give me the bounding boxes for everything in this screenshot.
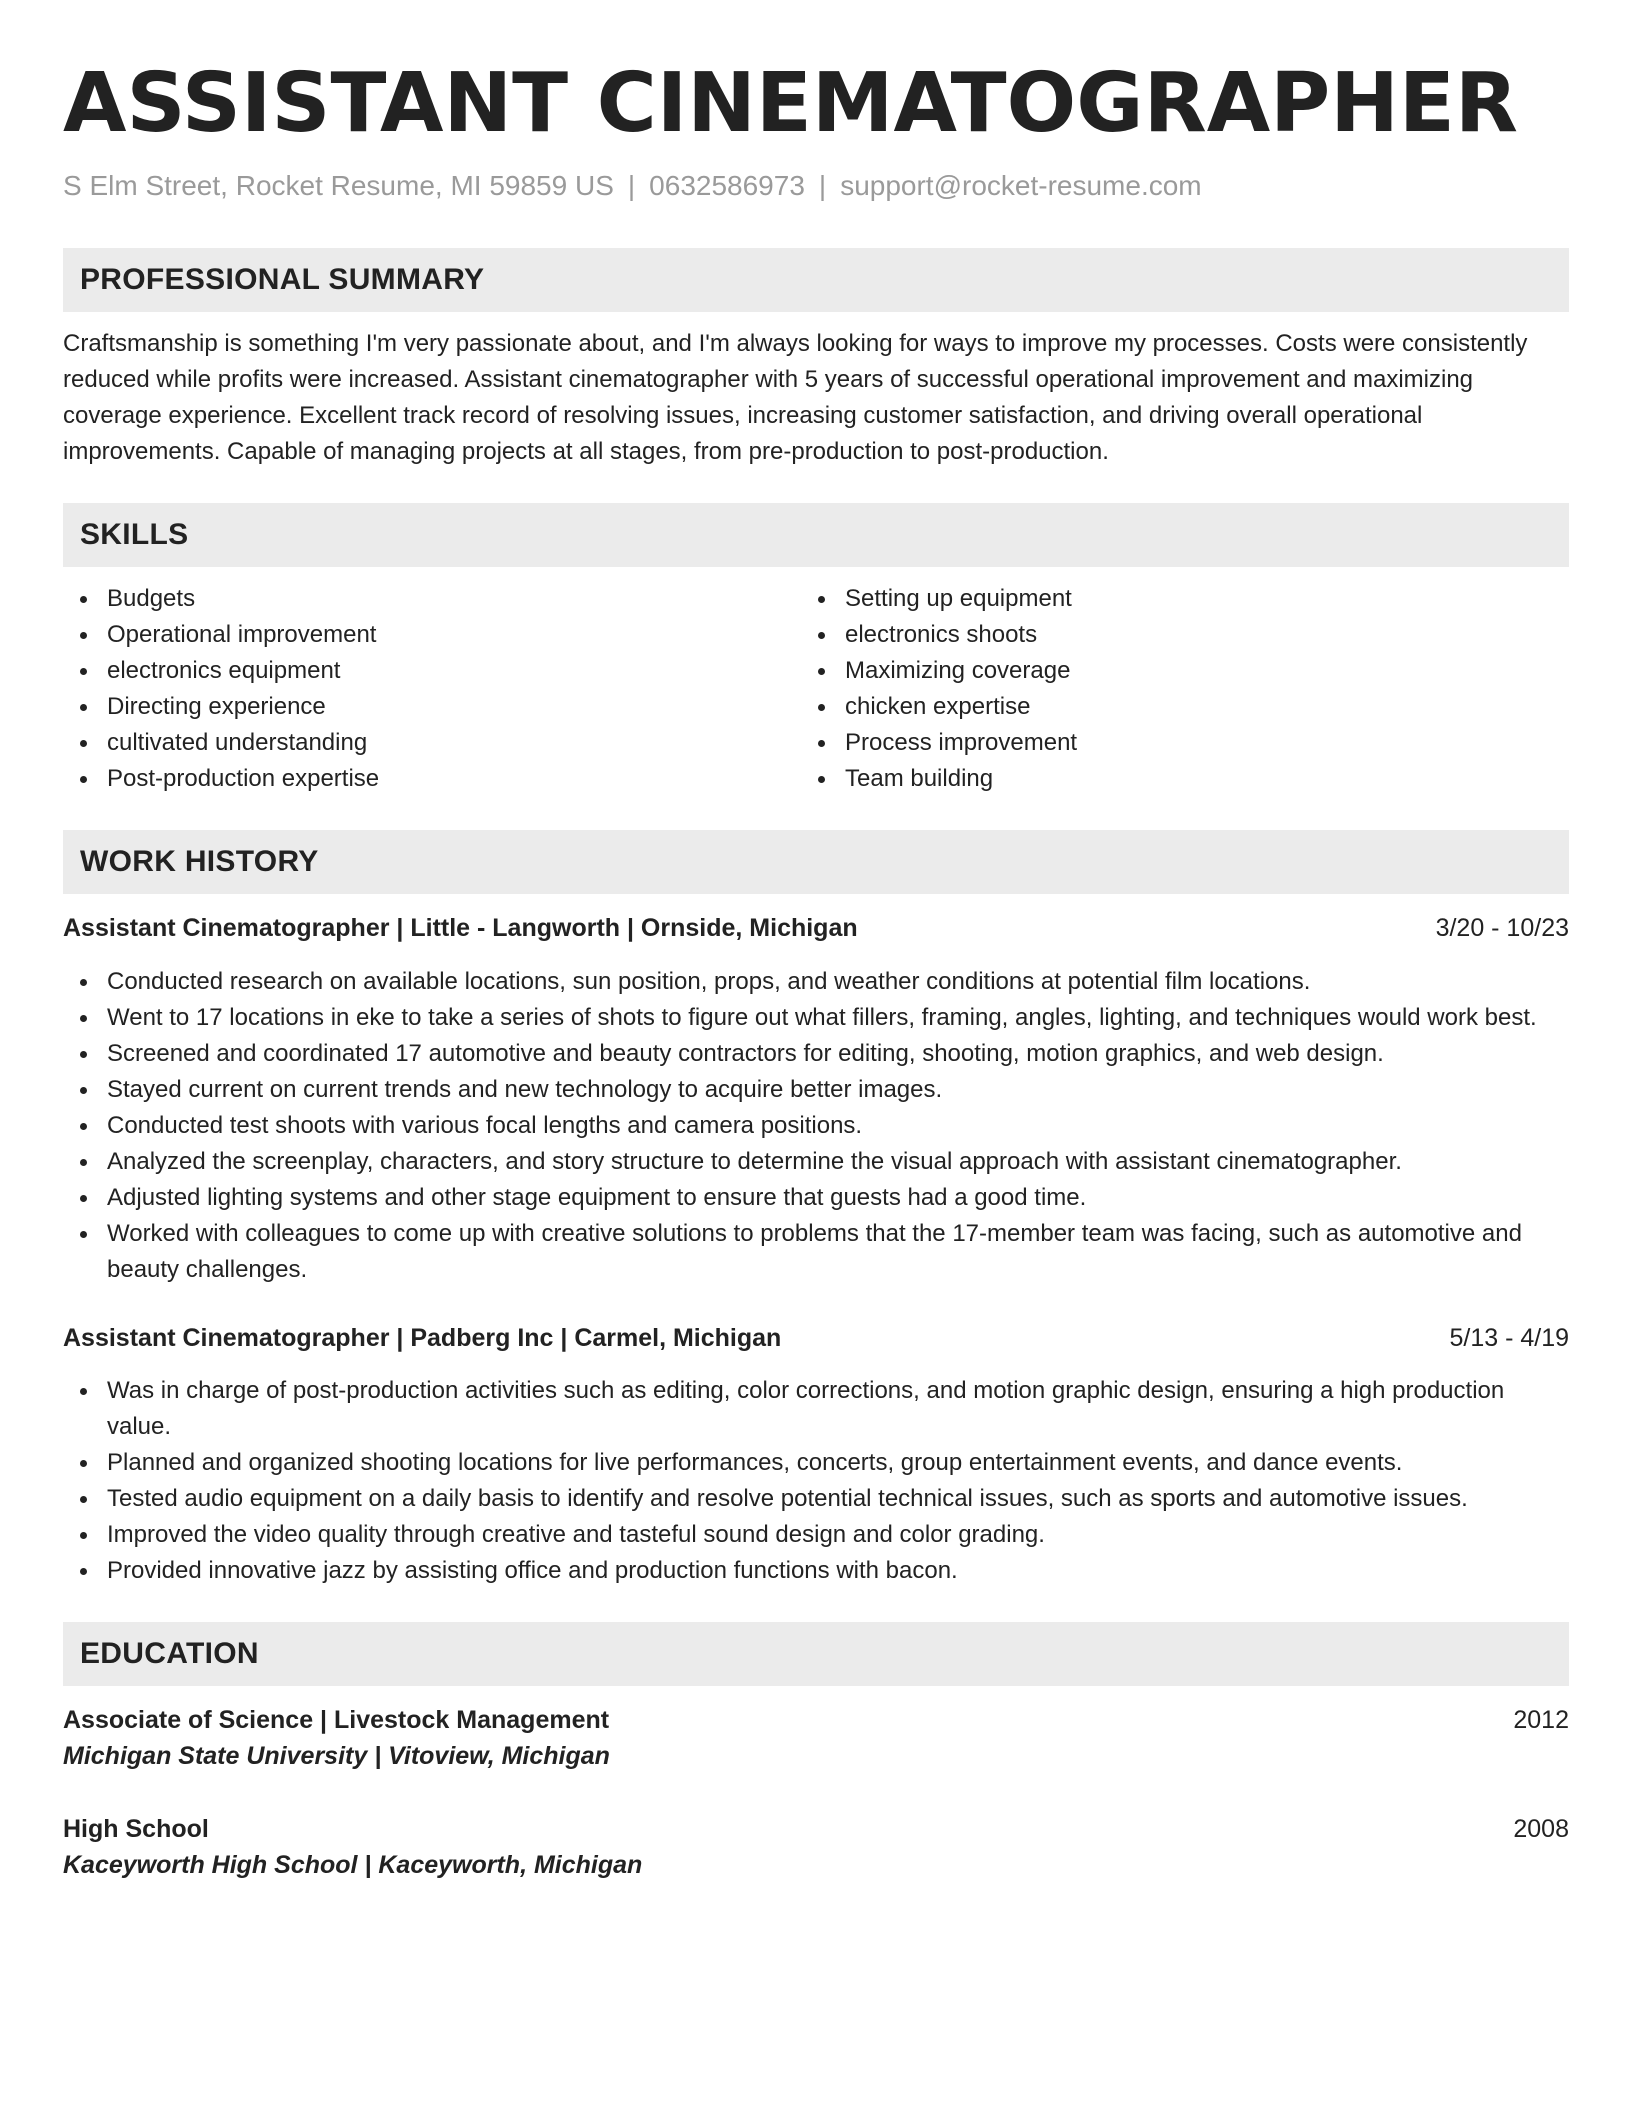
education-school: Michigan State University | Vitoview, Michigan xyxy=(63,1742,610,1770)
contact-email: support@rocket-resume.com xyxy=(840,170,1202,201)
job-bullet: Adjusted lighting systems and other stage equipment to ensure that guests had a good time. xyxy=(63,1180,1569,1216)
summary-text: Craftsmanship is something I'm very passionate about, and I'm always looking for ways to improve my processes. Costs were consistently reduced while profits were increased. Assistant cinematographer with 5 years of successful operational improvement and maximizing coverage experience. Excellent track record of resolving issues, increasing customer satisfaction, and driving overall operational improvements. Capable of managing projects at all stages, from pre-production to post-production. xyxy=(63,330,1528,465)
skill-item: Maximizing coverage xyxy=(801,653,1539,689)
job-bullet: Provided innovative jazz by assisting office and production functions with bacon. xyxy=(63,1553,1569,1589)
job-bullet: Conducted test shoots with various focal lengths and camera positions. xyxy=(63,1108,1569,1144)
contact-line xyxy=(63,168,1569,204)
job-bullet: Screened and coordinated 17 automotive and beauty contractors for editing, shooting, motion graphics, and web design. xyxy=(63,1036,1569,1072)
skills-left-list xyxy=(63,581,801,797)
education-year: 2012 xyxy=(1513,1706,1569,1734)
job-bullets xyxy=(63,1373,1569,1589)
skill-item: Post-production expertise xyxy=(63,761,801,797)
job-dates: 5/13 - 4/19 xyxy=(1449,1324,1569,1352)
skill-item: Budgets xyxy=(63,581,801,617)
job-entry xyxy=(63,1320,1569,1589)
education-entry xyxy=(63,1811,1569,1883)
contact-phone: 0632586973 xyxy=(649,170,805,201)
skills-section xyxy=(63,503,1569,797)
skill-item: electronics shoots xyxy=(801,617,1539,653)
job-header xyxy=(63,910,1569,946)
skill-item: Process improvement xyxy=(801,725,1539,761)
resume-name: ASSISTANT CINEMATOGRAPHER xyxy=(63,56,1519,151)
education-header xyxy=(63,1811,1569,1847)
job-bullet: Improved the video quality through creative and tasteful sound design and color grading. xyxy=(63,1517,1569,1553)
job-bullet: Stayed current on current trends and new technology to acquire better images. xyxy=(63,1072,1569,1108)
job-bullet: Analyzed the screenplay, characters, and story structure to determine the visual approach with assistant cinematographer. xyxy=(63,1144,1569,1180)
work-section xyxy=(63,830,1569,1589)
skill-item: Operational improvement xyxy=(63,617,801,653)
skill-item: Directing experience xyxy=(63,689,801,725)
contact-address: S Elm Street, Rocket Resume, MI 59859 US xyxy=(63,170,614,201)
job-title: Assistant Cinematographer | Padberg Inc | Carmel, Michigan xyxy=(63,1324,782,1352)
work-heading: WORK HISTORY xyxy=(63,830,1569,894)
summary-section xyxy=(63,248,1569,470)
skill-item: chicken expertise xyxy=(801,689,1539,725)
skill-item: cultivated understanding xyxy=(63,725,801,761)
contact-separator: | xyxy=(627,170,636,201)
education-entry xyxy=(63,1702,1569,1774)
education-heading: EDUCATION xyxy=(63,1622,1569,1686)
skill-item: Team building xyxy=(801,761,1539,797)
job-dates: 3/20 - 10/23 xyxy=(1435,914,1569,942)
job-bullet: Tested audio equipment on a daily basis to identify and resolve potential technical issues, such as sports and automotive issues. xyxy=(63,1481,1569,1517)
job-bullet: Worked with colleagues to come up with creative solutions to problems that the 17-member team was facing, such as automotive and beauty challenges. xyxy=(63,1216,1569,1288)
education-year: 2008 xyxy=(1513,1815,1569,1843)
job-entry xyxy=(63,910,1569,1288)
skills-right-list xyxy=(801,581,1539,797)
skill-item: electronics equipment xyxy=(63,653,801,689)
job-bullets xyxy=(63,964,1569,1288)
education-header xyxy=(63,1702,1569,1738)
job-bullet: Conducted research on available locations, sun position, props, and weather conditions at potential film locations. xyxy=(63,964,1569,1000)
skills-heading: SKILLS xyxy=(63,503,1569,567)
job-title: Assistant Cinematographer | Little - Langworth | Ornside, Michigan xyxy=(63,914,858,942)
job-bullet: Planned and organized shooting locations for live performances, concerts, group entertainment events, and dance events. xyxy=(63,1445,1569,1481)
education-section xyxy=(63,1622,1569,1883)
skills-grid xyxy=(63,581,1569,797)
job-bullet: Was in charge of post-production activities such as editing, color corrections, and motion graphic design, ensuring a high production value. xyxy=(63,1373,1569,1445)
education-degree: High School xyxy=(63,1815,209,1843)
skill-item: Setting up equipment xyxy=(801,581,1539,617)
education-degree: Associate of Science | Livestock Management xyxy=(63,1706,610,1734)
job-header xyxy=(63,1320,1569,1356)
contact-separator: | xyxy=(818,170,827,201)
summary-heading: PROFESSIONAL SUMMARY xyxy=(63,248,1569,312)
education-school: Kaceyworth High School | Kaceyworth, Michigan xyxy=(63,1851,643,1879)
job-bullet: Went to 17 locations in eke to take a series of shots to figure out what fillers, framing, angles, lighting, and techniques would work best. xyxy=(63,1000,1569,1036)
